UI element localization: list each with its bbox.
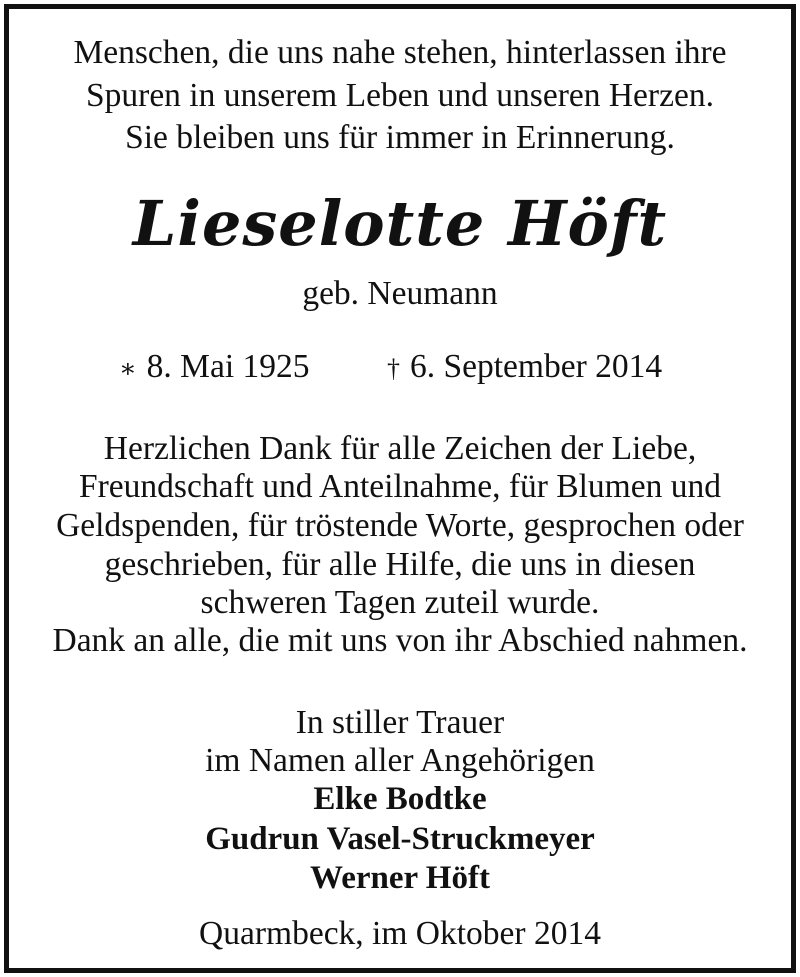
death-date: 6. September 2014 (410, 348, 663, 385)
thanks-line: Geldspenden, für tröstende Worte, gesprochen oder (56, 507, 744, 544)
signer-name: Werner Höft (310, 860, 490, 896)
maiden-name: geb. Neumann (302, 275, 498, 312)
thanks-line: Freundschaft und Anteilnahme, für Blumen und (79, 468, 721, 505)
birth-star-icon: ∗ (119, 354, 137, 384)
thanks-line: schweren Tagen zuteil wurde. (200, 584, 600, 621)
birth-date-group (119, 349, 310, 387)
intro-line: Spuren in unserem Leben und unseren Herzen. (86, 77, 714, 114)
thanks-line: geschrieben, für alle Hilfe, die uns in diesen (104, 546, 696, 583)
signer-name: Elke Bodtke (313, 781, 487, 817)
death-cross-icon: † (387, 354, 400, 384)
obituary-notice (9, 9, 791, 968)
thanks-line: Dank an alle, die mit uns von ihr Abschied nahmen. (52, 622, 748, 659)
death-date-group (387, 349, 662, 387)
intro-line: Menschen, die uns nahe stehen, hinterlassen ihre (73, 34, 727, 71)
thanks-line: Herzlichen Dank für alle Zeichen der Liebe, (103, 430, 697, 467)
intro-line: Sie bleiben uns für immer in Erinnerung. (125, 119, 675, 156)
mourning-line: In stiller Trauer (295, 704, 505, 741)
birth-date: 8. Mai 1925 (146, 348, 310, 385)
mourning-line: im Namen aller Angehörigen (205, 742, 595, 779)
signer-name: Gudrun Vasel-Struckmeyer (205, 821, 595, 857)
deceased-name: Lieselotte Höft (132, 187, 668, 260)
place-date: Quarmbeck, im Oktober 2014 (199, 915, 601, 952)
